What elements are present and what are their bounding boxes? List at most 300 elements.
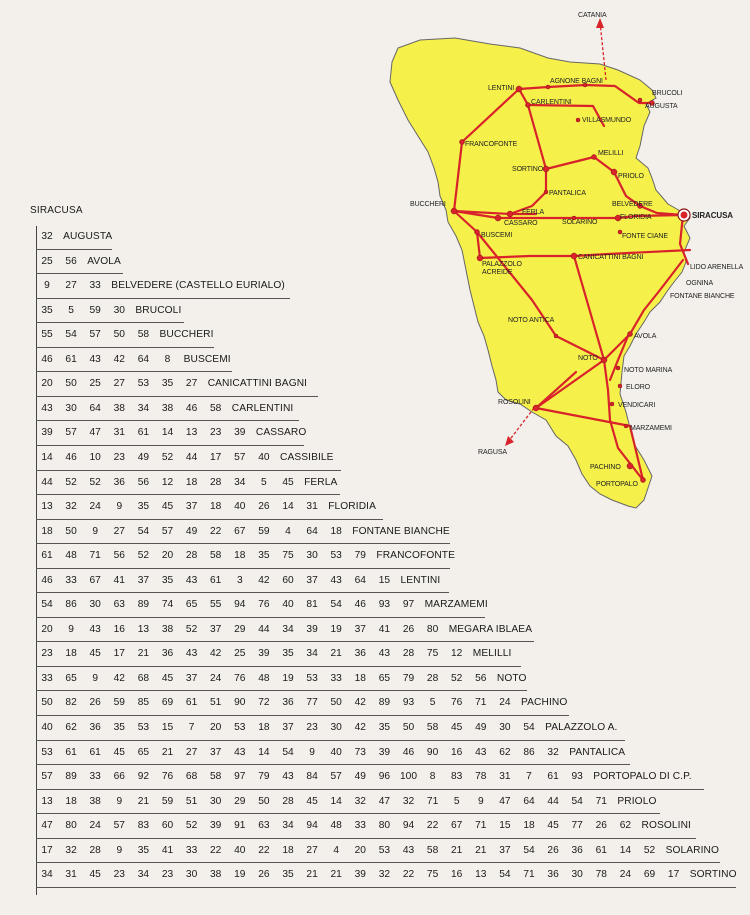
distance-cell: 42	[354, 697, 366, 709]
distance-cell: 21	[137, 648, 150, 660]
distance-cell: 77	[571, 820, 583, 832]
row-separator	[36, 838, 696, 839]
distance-cell: 61	[137, 427, 150, 439]
distance-cell: 45	[282, 476, 294, 488]
distance-cell: 40	[234, 844, 246, 856]
distance-cell: 57	[113, 820, 125, 832]
distance-cell: 23	[41, 648, 53, 660]
distance-cell: 5	[261, 476, 267, 488]
town-label: BRUCOLI	[652, 90, 683, 97]
row-town-name: CASSARO	[255, 427, 307, 439]
distance-cell: 8	[164, 353, 171, 365]
row-separator	[36, 249, 112, 250]
distance-cell: 82	[65, 697, 77, 709]
distance-cell: 21	[161, 746, 174, 758]
distance-cell: 57	[41, 771, 53, 783]
distance-cell: 58	[426, 844, 439, 856]
distance-cell: 59	[113, 697, 125, 709]
distance-cell: 27	[113, 525, 125, 537]
distance-cell: 32	[378, 869, 391, 881]
distance-cell: 49	[354, 771, 366, 783]
distance-cell: 54	[523, 844, 535, 856]
distance-cell: 45	[89, 648, 101, 660]
distance-cell: 61	[65, 353, 77, 365]
row-separator	[36, 740, 625, 741]
distance-cell: 36	[161, 648, 174, 660]
distance-cell: 18	[65, 648, 77, 660]
distance-cell: 25	[41, 255, 53, 267]
distance-cell: 5	[453, 795, 460, 807]
distance-cell: 49	[185, 525, 198, 537]
town-label: RAGUSA	[478, 449, 507, 456]
distance-cell: 36	[89, 722, 101, 733]
distance-cell: 65	[378, 672, 391, 684]
town-label: CANICATTINI BAGNI	[578, 254, 644, 261]
distance-cell: 50	[330, 697, 342, 709]
distance-cell: 37	[210, 623, 222, 635]
distance-cell: 23	[113, 451, 125, 463]
distance-cell: 46	[65, 451, 77, 463]
distance-cell: 93	[378, 599, 391, 611]
distance-cell: 40	[282, 599, 294, 611]
distance-cell: 25	[234, 648, 246, 660]
row-separator	[36, 813, 660, 814]
distance-cell: 79	[354, 550, 366, 562]
distance-cell: 34	[282, 820, 294, 832]
distance-cell: 18	[282, 844, 294, 856]
distance-cell: 43	[89, 353, 101, 365]
row-separator	[36, 887, 736, 888]
town-label: FERLA	[522, 209, 545, 216]
distance-cell: 43	[89, 623, 101, 635]
distance-cell: 54	[65, 329, 77, 341]
distance-cell: 20	[210, 722, 222, 733]
distance-cell: 18	[258, 722, 270, 733]
distance-cell: 94	[306, 820, 318, 832]
distance-cell: 27	[113, 378, 125, 390]
town-label: ROSOLINI	[498, 399, 531, 406]
distance-cell: 61	[547, 771, 559, 783]
row-town-name: CASSIBILE	[280, 451, 334, 463]
distance-cell: 73	[354, 746, 366, 758]
distance-cell: 26	[258, 501, 270, 513]
distance-cell: 53	[137, 722, 150, 733]
row-town-name: ROSOLINI	[641, 820, 691, 832]
distance-cell: 34	[234, 476, 246, 488]
distance-cell: 9	[477, 795, 484, 807]
distance-cell: 31	[499, 771, 511, 783]
distance-cell: 44	[547, 795, 559, 807]
row-town-name: BRUCOLI	[135, 304, 182, 316]
row-town-name: SOLARINO	[665, 844, 720, 856]
distance-cell: 24	[89, 501, 101, 513]
distance-cell: 62	[619, 820, 632, 832]
distance-cell: 91	[234, 820, 246, 832]
distance-cell: 17	[113, 648, 125, 660]
town-label: NOTO MARINA	[624, 367, 673, 374]
distance-cell: 53	[306, 672, 318, 684]
distance-cell: 22	[258, 844, 270, 856]
row-town-name: NOTO	[496, 672, 527, 684]
distance-cell: 52	[137, 550, 150, 562]
distance-cell: 76	[258, 599, 270, 611]
table-row	[0, 867, 750, 883]
distance-cell: 19	[330, 623, 342, 635]
distance-cell: 12	[161, 476, 174, 488]
distance-cell: 9	[116, 844, 123, 856]
town-label: FLORIDIA	[620, 214, 652, 221]
town-label: VENDICARI	[618, 402, 656, 409]
row-separator	[36, 543, 450, 544]
row-town-name: PALAZZOLO A.	[545, 722, 618, 733]
distance-cell: 41	[378, 623, 391, 635]
row-town-name: FONTANE BIANCHE	[352, 525, 450, 537]
distance-cell: 35	[282, 648, 294, 660]
distance-cell: 54	[499, 869, 511, 881]
distance-cell: 63	[258, 820, 270, 832]
table-title: SIRACUSA	[30, 205, 83, 216]
row-town-name: PRIOLO	[617, 795, 657, 807]
town-label: LENTINI	[488, 85, 515, 92]
row-town-name: PACHINO	[521, 697, 568, 709]
row-separator	[36, 764, 630, 765]
distance-cell: 27	[185, 378, 198, 390]
distance-cell: 58	[137, 329, 150, 341]
distance-cell: 29	[234, 795, 246, 807]
distance-cell: 35	[282, 869, 294, 881]
table-row	[0, 573, 750, 589]
distance-cell: 43	[402, 844, 415, 856]
distance-cell: 34	[41, 869, 53, 881]
distance-cell: 64	[354, 574, 366, 586]
distance-cell: 60	[282, 574, 294, 586]
distance-cell: 28	[185, 550, 198, 562]
distance-cell: 34	[137, 869, 150, 881]
distance-cell: 31	[306, 501, 318, 513]
distance-cell: 69	[643, 869, 656, 881]
distance-cell: 51	[210, 697, 222, 709]
distance-cell: 75	[426, 648, 439, 660]
town-label: FONTANE BIANCHE	[670, 293, 735, 300]
distance-cell: 41	[113, 574, 125, 586]
distance-cell: 36	[282, 697, 294, 709]
distance-cell: 56	[137, 476, 150, 488]
distance-cell: 43	[185, 648, 198, 660]
distance-cell: 68	[185, 771, 198, 783]
distance-cell: 14	[619, 844, 632, 856]
row-town-name: PORTOPALO DI C.P.	[593, 771, 692, 783]
distance-cell: 86	[523, 746, 535, 758]
distance-cell: 26	[402, 623, 415, 635]
distance-cell: 54	[330, 599, 342, 611]
distance-cell: 20	[354, 844, 366, 856]
distance-cell: 37	[210, 746, 222, 758]
distance-cell: 44	[41, 476, 53, 488]
distance-cell: 74	[161, 599, 174, 611]
distance-cell: 45	[547, 820, 559, 832]
town-label: CASSARO	[504, 220, 538, 227]
distance-cell: 71	[523, 869, 535, 881]
distance-cell: 43	[282, 771, 294, 783]
town-label: FRANCOFONTE	[465, 141, 518, 148]
distance-cell: 19	[234, 869, 246, 881]
distance-cell: 96	[378, 771, 391, 783]
distance-cell: 13	[185, 427, 198, 439]
distance-cell: 22	[210, 844, 222, 856]
distance-cell: 37	[185, 672, 198, 684]
distance-cell: 35	[161, 574, 174, 586]
row-separator	[36, 273, 123, 274]
distance-cell: 43	[378, 648, 391, 660]
distance-cell: 4	[333, 844, 340, 856]
distance-cell: 24	[619, 869, 632, 881]
distance-cell: 37	[137, 574, 150, 586]
distance-cell: 54	[282, 746, 294, 758]
distance-cell: 52	[89, 476, 101, 488]
town-label: LIDO ARENELLA	[690, 264, 744, 271]
distance-cell: 34	[306, 648, 318, 660]
distance-cell: 33	[354, 820, 366, 832]
distance-cell: 89	[378, 697, 391, 709]
distance-cell: 90	[234, 697, 246, 709]
distance-cell: 13	[137, 623, 150, 635]
distance-cell: 83	[137, 820, 150, 832]
distance-cell: 50	[65, 378, 77, 390]
distance-cell: 30	[499, 722, 511, 733]
distance-cell: 13	[41, 795, 53, 807]
row-separator	[36, 690, 527, 691]
distance-cell: 64	[89, 402, 101, 414]
distance-cell: 51	[185, 795, 198, 807]
distance-cell: 47	[499, 795, 511, 807]
town-label: PRIOLO	[618, 173, 644, 180]
table-row	[0, 769, 750, 785]
distance-cell: 39	[378, 746, 391, 758]
distance-cell: 30	[89, 599, 101, 611]
distance-cell: 42	[258, 574, 270, 586]
distance-cell: 15	[161, 722, 174, 733]
distance-cell: 30	[210, 795, 222, 807]
distance-cell: 20	[41, 623, 53, 635]
distance-cell: 58	[426, 722, 439, 733]
distance-cell: 52	[161, 451, 174, 463]
distance-cell: 56	[113, 550, 125, 562]
distance-cell: 50	[65, 525, 77, 537]
distance-cell: 26	[547, 844, 559, 856]
distance-cell: 20	[161, 550, 174, 562]
distance-cell: 9	[68, 623, 74, 635]
distance-cell: 71	[426, 795, 439, 807]
distance-cell: 64	[137, 353, 150, 365]
distance-cell: 72	[258, 697, 270, 709]
distance-cell: 28	[282, 795, 294, 807]
table-row	[0, 695, 750, 711]
distance-cell: 14	[161, 427, 174, 439]
row-separator	[36, 715, 569, 716]
distance-cell: 47	[89, 427, 101, 439]
distance-cell: 33	[89, 280, 101, 292]
distance-cell: 71	[595, 795, 607, 807]
table-row	[0, 278, 750, 294]
row-separator	[36, 298, 290, 299]
distance-cell: 18	[41, 525, 53, 537]
distance-cell: 44	[185, 451, 198, 463]
distance-cell: 39	[258, 648, 270, 660]
distance-cell: 97	[234, 771, 246, 783]
distance-cell: 40	[234, 501, 246, 513]
distance-cell: 65	[65, 672, 77, 684]
distance-cell: 44	[258, 623, 270, 635]
table-row	[0, 254, 750, 270]
row-separator	[36, 396, 318, 397]
distance-cell: 49	[137, 451, 150, 463]
distance-cell: 33	[41, 672, 53, 684]
distance-cell: 61	[89, 746, 101, 758]
distance-cell: 43	[234, 746, 246, 758]
town-label: BELVEDERE	[612, 201, 653, 208]
distance-cell: 53	[234, 722, 246, 733]
distance-cell: 50	[258, 795, 270, 807]
distance-cell: 71	[89, 550, 101, 562]
distance-cell: 28	[402, 648, 415, 660]
distance-cell: 59	[258, 525, 270, 537]
distance-cell: 45	[306, 795, 318, 807]
row-town-name: FRANCOFONTE	[376, 550, 456, 562]
distance-cell: 63	[113, 599, 125, 611]
row-separator	[36, 789, 704, 790]
town-label: BUCCHERI	[410, 201, 446, 208]
distance-cell: 9	[92, 525, 99, 537]
distance-cell: 9	[92, 672, 99, 684]
distance-cell: 24	[499, 697, 511, 709]
distance-cell: 79	[402, 672, 415, 684]
distance-cell: 32	[65, 501, 77, 513]
distance-cell: 37	[354, 623, 366, 635]
table-row	[0, 524, 750, 540]
town-label: MARZAMEMI	[630, 425, 672, 432]
distance-cell: 97	[402, 599, 415, 611]
distance-cell: 54	[41, 599, 53, 611]
row-separator	[36, 862, 720, 863]
distance-cell: 23	[161, 869, 174, 881]
town-label: ELORO	[626, 384, 651, 391]
row-town-name: BELVEDERE (CASTELLO EURIALO)	[111, 280, 285, 292]
town-label: FONTE CIANE	[622, 233, 668, 240]
town-label: SORTINO	[512, 166, 544, 173]
distance-cell: 30	[185, 869, 198, 881]
row-separator	[36, 445, 304, 446]
distance-cell: 61	[210, 574, 222, 586]
row-town-name: PANTALICA	[569, 746, 626, 758]
row-town-name: FERLA	[304, 476, 338, 488]
distance-cell: 37	[306, 574, 318, 586]
distance-cell: 5	[68, 304, 74, 316]
distance-cell: 38	[113, 402, 125, 414]
distance-cell: 18	[354, 672, 366, 684]
distance-cell: 58	[210, 550, 222, 562]
distance-cell: 31	[113, 427, 125, 439]
distance-cell: 85	[137, 697, 150, 709]
town-label: CARLENTINI	[531, 99, 572, 106]
distance-cell: 62	[499, 746, 511, 758]
distance-cell: 19	[282, 672, 294, 684]
distance-cell: 39	[210, 820, 222, 832]
distance-cell: 33	[185, 844, 198, 856]
distance-cell: 50	[402, 722, 415, 733]
distance-cell: 22	[210, 525, 222, 537]
row-town-name: AVOLA	[87, 255, 121, 267]
distance-cell: 42	[113, 353, 125, 365]
distance-cell: 21	[306, 869, 318, 881]
row-separator	[36, 592, 449, 593]
distance-cell: 35	[161, 378, 174, 390]
row-town-name: CANICATTINI BAGNI	[207, 378, 308, 390]
town-label: AGNONE BAGNI	[550, 78, 603, 85]
distance-cell: 48	[258, 672, 270, 684]
distance-cell: 100	[400, 771, 417, 783]
distance-cell: 67	[89, 574, 101, 586]
distance-cell: 30	[330, 722, 342, 733]
distance-cell: 39	[306, 623, 318, 635]
distance-cell: 75	[282, 550, 294, 562]
town-label: OGNINA	[686, 280, 714, 287]
distance-cell: 48	[330, 820, 342, 832]
distance-cell: 83	[451, 771, 463, 783]
distance-cell: 64	[523, 795, 535, 807]
distance-cell: 35	[137, 844, 150, 856]
row-town-name: BUCCHERI	[159, 329, 214, 341]
distance-cell: 14	[330, 795, 342, 807]
distance-cell: 78	[475, 771, 487, 783]
table-row	[0, 303, 750, 319]
town-label: BUSCEMI	[481, 232, 513, 239]
distance-cell: 60	[161, 820, 174, 832]
distance-cell: 76	[161, 771, 174, 783]
distance-cell: 16	[451, 869, 463, 881]
distance-cell: 18	[185, 476, 198, 488]
town-label: MELILLI	[598, 150, 624, 157]
distance-cell: 58	[210, 402, 222, 414]
distance-cell: 18	[234, 550, 246, 562]
distance-cell: 15	[499, 820, 511, 832]
distance-cell: 8	[429, 771, 436, 783]
distance-cell: 67	[451, 820, 463, 832]
table-row	[0, 450, 750, 466]
distance-cell: 38	[161, 402, 174, 414]
table-row	[0, 843, 750, 859]
distance-cell: 45	[161, 501, 174, 513]
town-label: NOTO ANTICA	[508, 317, 555, 324]
distance-cell: 37	[282, 722, 294, 733]
distance-cell: 30	[571, 869, 583, 881]
distance-cell: 30	[113, 304, 125, 316]
distance-cell: 57	[234, 451, 246, 463]
distance-cell: 16	[113, 623, 125, 635]
row-separator	[36, 371, 232, 372]
distance-cell: 39	[234, 427, 246, 439]
distance-cell: 52	[185, 623, 198, 635]
distance-cell: 56	[475, 672, 487, 684]
table-row	[0, 499, 750, 515]
distance-cell: 37	[499, 844, 511, 856]
distance-cell: 13	[41, 501, 53, 513]
table-row	[0, 425, 750, 441]
distance-cell: 38	[89, 795, 101, 807]
distance-cell: 48	[65, 550, 77, 562]
distance-cell: 23	[210, 427, 222, 439]
distance-cell: 66	[113, 771, 125, 783]
distance-cell: 59	[161, 795, 174, 807]
